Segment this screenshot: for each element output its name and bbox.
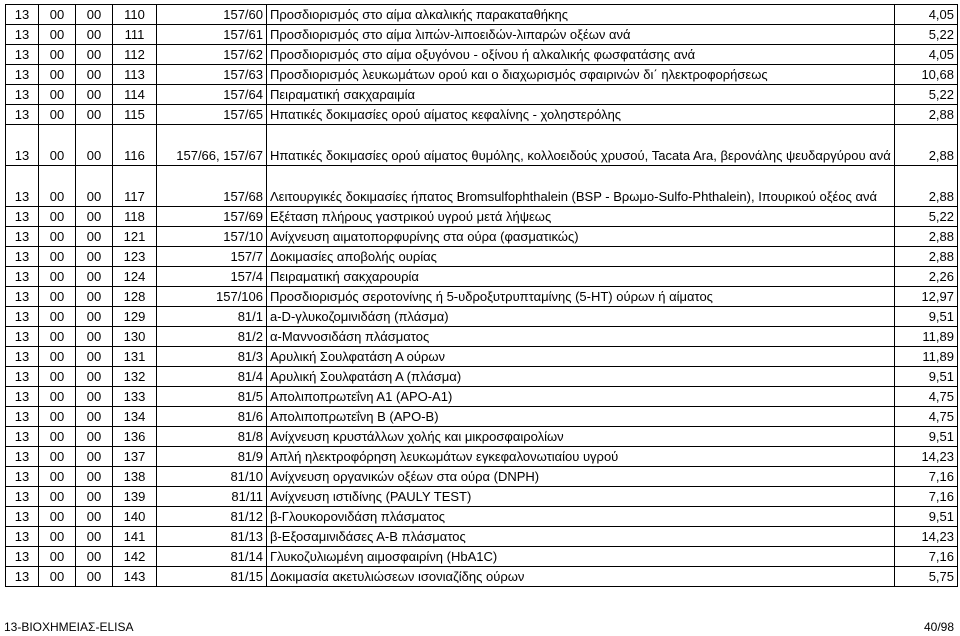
col-price: 5,22 [895,85,958,105]
col-description: Γλυκοζυλιωμένη αιμοσφαιρίνη (HbA1C) [267,547,895,567]
col-price: 2,88 [895,227,958,247]
col-group: 13 [6,387,39,407]
col-code: 81/2 [157,327,267,347]
col-subgroup: 00 [39,467,76,487]
col-price: 2,88 [895,247,958,267]
col-code: 81/10 [157,467,267,487]
col-code: 157/65 [157,105,267,125]
table-row [6,427,958,447]
col-subgroup: 00 [39,227,76,247]
col-description: Ανίχνευση αιματοπορφυρίνης στα ούρα (φασματικώς) [267,227,895,247]
col-description: Αρυλική Σουλφατάση Α (πλάσμα) [267,367,895,387]
col-description: β-Εξοσαμινιδάσες Α-Β πλάσματος [267,527,895,547]
col-description: Ανίχνευση οργανικών οξέων στα ούρα (DNPH) [267,467,895,487]
col-code: 81/13 [157,527,267,547]
col-description: Ηπατικές δοκιμασίες ορού αίματος κεφαλίνης - χοληστερόλης [267,105,895,125]
col-description: β-Γλουκορονιδάση πλάσματος [267,507,895,527]
table-row [6,387,958,407]
col-group: 13 [6,327,39,347]
col-subgroup: 00 [39,407,76,427]
col-description: Ηπατικές δοκιμασίες ορού αίματος θυμόλης, κολλοειδούς χρυσού, Tacata Ara, βερονάλης ψευδαργύρου ανά [267,125,895,166]
col-number: 114 [113,85,157,105]
col-subgroup: 00 [39,387,76,407]
col-price: 10,68 [895,65,958,85]
col-price: 4,75 [895,407,958,427]
col-subgroup: 00 [39,507,76,527]
col-description: Προσδιορισμός λευκωμάτων ορού και ο διαχωρισμός σφαιρινών δι΄ ηλεκτροφορήσεως [267,65,895,85]
col-group: 13 [6,247,39,267]
col-description: Προσδιορισμός στο αίμα αλκαλικής παρακαταθήκης [267,5,895,25]
table-row [6,567,958,587]
col-code: 81/9 [157,447,267,467]
table-row [6,166,958,207]
col-code: 157/63 [157,65,267,85]
col-subgroup: 00 [39,427,76,447]
col-subgroup: 00 [39,247,76,267]
col-code: 157/10 [157,227,267,247]
col-price: 11,89 [895,347,958,367]
table-row [6,5,958,25]
col-price: 5,22 [895,207,958,227]
col-number: 110 [113,5,157,25]
col-group: 13 [6,45,39,65]
col-subgroup: 00 [39,547,76,567]
table-row [6,367,958,387]
table-row [6,247,958,267]
col-price: 14,23 [895,527,958,547]
col-subgroup: 00 [39,267,76,287]
col-code: 157/4 [157,267,267,287]
col-section: 00 [76,227,113,247]
col-group: 13 [6,267,39,287]
col-code: 157/68 [157,166,267,207]
table-row [6,487,958,507]
col-number: 116 [113,125,157,166]
col-group: 13 [6,105,39,125]
col-number: 115 [113,105,157,125]
col-description: a-D-γλυκοζομινιδάση (πλάσμα) [267,307,895,327]
col-description: Προσδιορισμός στο αίμα οξυγόνου - οξίνου ή αλκαλικής φωσφατάσης ανά [267,45,895,65]
col-section: 00 [76,567,113,587]
col-description: Προσδιορισμός σεροτονίνης ή 5-υδροξυτρυπταμίνης (5-ΗΤ) ούρων ή αίματος [267,287,895,307]
col-number: 112 [113,45,157,65]
col-price: 7,16 [895,467,958,487]
col-code: 81/5 [157,387,267,407]
col-code: 157/61 [157,25,267,45]
table-row [6,347,958,367]
col-number: 124 [113,267,157,287]
col-number: 121 [113,227,157,247]
col-price: 14,23 [895,447,958,467]
col-price: 2,88 [895,166,958,207]
col-section: 00 [76,125,113,166]
col-number: 138 [113,467,157,487]
sheet-name: 13-ΒΙΟΧΗΜΕΙΑΣ-ELISA [4,620,134,634]
col-subgroup: 00 [39,5,76,25]
col-code: 157/7 [157,247,267,267]
col-section: 00 [76,105,113,125]
col-number: 136 [113,427,157,447]
col-description: Αρυλική Σουλφατάση Α ούρων [267,347,895,367]
col-subgroup: 00 [39,567,76,587]
table-row [6,25,958,45]
col-group: 13 [6,427,39,447]
col-group: 13 [6,527,39,547]
col-subgroup: 00 [39,487,76,507]
col-description: Προσδιορισμός στο αίμα λιπών-λιποειδών-λιπαρών οξέων ανά [267,25,895,45]
col-description: Απολιποπρωτεΐνη Α1 (APO-A1) [267,387,895,407]
col-subgroup: 00 [39,85,76,105]
col-subgroup: 00 [39,105,76,125]
col-code: 81/12 [157,507,267,527]
table-row [6,125,958,166]
table-row [6,65,958,85]
col-number: 132 [113,367,157,387]
col-group: 13 [6,307,39,327]
col-code: 81/3 [157,347,267,367]
col-section: 00 [76,45,113,65]
col-description: Δοκιμασίες αποβολής ουρίας [267,247,895,267]
col-number: 133 [113,387,157,407]
col-group: 13 [6,207,39,227]
col-section: 00 [76,247,113,267]
col-section: 00 [76,547,113,567]
col-code: 81/15 [157,567,267,587]
col-code: 157/66, 157/67 [157,125,267,166]
col-code: 81/6 [157,407,267,427]
col-price: 7,16 [895,487,958,507]
col-price: 5,22 [895,25,958,45]
col-code: 157/106 [157,287,267,307]
col-section: 00 [76,407,113,427]
col-number: 137 [113,447,157,467]
col-section: 00 [76,467,113,487]
col-group: 13 [6,166,39,207]
col-number: 139 [113,487,157,507]
col-section: 00 [76,307,113,327]
col-section: 00 [76,65,113,85]
col-group: 13 [6,467,39,487]
col-group: 13 [6,125,39,166]
col-section: 00 [76,387,113,407]
col-section: 00 [76,427,113,447]
col-price: 9,51 [895,367,958,387]
table-row [6,287,958,307]
col-group: 13 [6,347,39,367]
col-group: 13 [6,5,39,25]
col-group: 13 [6,507,39,527]
page-number: 40/98 [923,620,954,634]
col-code: 157/64 [157,85,267,105]
col-price: 4,05 [895,45,958,65]
col-price: 2,26 [895,267,958,287]
col-price: 5,75 [895,567,958,587]
col-number: 134 [113,407,157,427]
col-group: 13 [6,227,39,247]
col-section: 00 [76,85,113,105]
col-section: 00 [76,447,113,467]
col-section: 00 [76,347,113,367]
col-number: 118 [113,207,157,227]
col-group: 13 [6,567,39,587]
col-number: 130 [113,327,157,347]
col-subgroup: 00 [39,527,76,547]
table-row [6,227,958,247]
col-description: Δοκιμασία ακετυλιώσεων ισονιαζίδης ούρων [267,567,895,587]
col-price: 2,88 [895,125,958,166]
col-group: 13 [6,65,39,85]
col-price: 4,05 [895,5,958,25]
table-row [6,507,958,527]
table-row [6,105,958,125]
col-section: 00 [76,166,113,207]
table-row [6,307,958,327]
col-description: Απολιποπρωτεΐνη Β (APO-B) [267,407,895,427]
table-row [6,327,958,347]
table-row [6,207,958,227]
col-code: 157/62 [157,45,267,65]
table-row [6,467,958,487]
col-subgroup: 00 [39,125,76,166]
col-price: 4,75 [895,387,958,407]
col-code: 81/11 [157,487,267,507]
price-table [5,4,958,587]
col-group: 13 [6,85,39,105]
col-number: 111 [113,25,157,45]
col-number: 129 [113,307,157,327]
col-group: 13 [6,487,39,507]
col-subgroup: 00 [39,327,76,347]
col-description: Απλή ηλεκτροφόρηση λευκωμάτων εγκεφαλονωτιαίου υγρού [267,447,895,467]
col-subgroup: 00 [39,287,76,307]
col-section: 00 [76,267,113,287]
col-subgroup: 00 [39,65,76,85]
col-description: α-Μαννοσιδάση πλάσματος [267,327,895,347]
table-row [6,85,958,105]
col-section: 00 [76,487,113,507]
col-section: 00 [76,527,113,547]
col-number: 117 [113,166,157,207]
col-number: 113 [113,65,157,85]
table-row [6,45,958,65]
col-subgroup: 00 [39,207,76,227]
col-code: 81/14 [157,547,267,567]
col-price: 9,51 [895,507,958,527]
col-number: 143 [113,567,157,587]
table-row [6,267,958,287]
col-section: 00 [76,507,113,527]
col-price: 2,88 [895,105,958,125]
col-description: Εξέταση πλήρους γαστρικού υγρού μετά λήψεως [267,207,895,227]
col-subgroup: 00 [39,25,76,45]
col-price: 12,97 [895,287,958,307]
table-row [6,407,958,427]
col-section: 00 [76,327,113,347]
col-group: 13 [6,367,39,387]
col-code: 157/69 [157,207,267,227]
col-section: 00 [76,25,113,45]
col-group: 13 [6,287,39,307]
col-code: 81/4 [157,367,267,387]
col-subgroup: 00 [39,166,76,207]
col-price: 9,51 [895,427,958,447]
col-number: 131 [113,347,157,367]
col-subgroup: 00 [39,307,76,327]
col-number: 128 [113,287,157,307]
col-description: Ανίχνευση κρυστάλλων χολής και μικροσφαιρολίων [267,427,895,447]
table-row [6,447,958,467]
col-subgroup: 00 [39,45,76,65]
col-description: Λειτουργικές δοκιμασίες ήπατος Bromsulfophthalein (BSP - Βρωμο-Sulfo-Phthalein), Ιπουρικού οξέος ανά [267,166,895,207]
col-subgroup: 00 [39,347,76,367]
col-section: 00 [76,367,113,387]
table-row [6,527,958,547]
col-code: 157/60 [157,5,267,25]
col-number: 141 [113,527,157,547]
col-number: 123 [113,247,157,267]
col-price: 9,51 [895,307,958,327]
col-group: 13 [6,407,39,427]
col-subgroup: 00 [39,367,76,387]
col-code: 81/8 [157,427,267,447]
col-section: 00 [76,207,113,227]
col-group: 13 [6,25,39,45]
col-price: 7,16 [895,547,958,567]
col-description: Πειραματική σακχαραιμία [267,85,895,105]
col-description: Ανίχνευση ιστιδίνης (PAULY TEST) [267,487,895,507]
col-section: 00 [76,5,113,25]
table-row [6,547,958,567]
col-group: 13 [6,547,39,567]
col-number: 142 [113,547,157,567]
col-description: Πειραματική σακχαρουρία [267,267,895,287]
col-number: 140 [113,507,157,527]
col-subgroup: 00 [39,447,76,467]
col-section: 00 [76,287,113,307]
col-code: 81/1 [157,307,267,327]
col-price: 11,89 [895,327,958,347]
col-group: 13 [6,447,39,467]
